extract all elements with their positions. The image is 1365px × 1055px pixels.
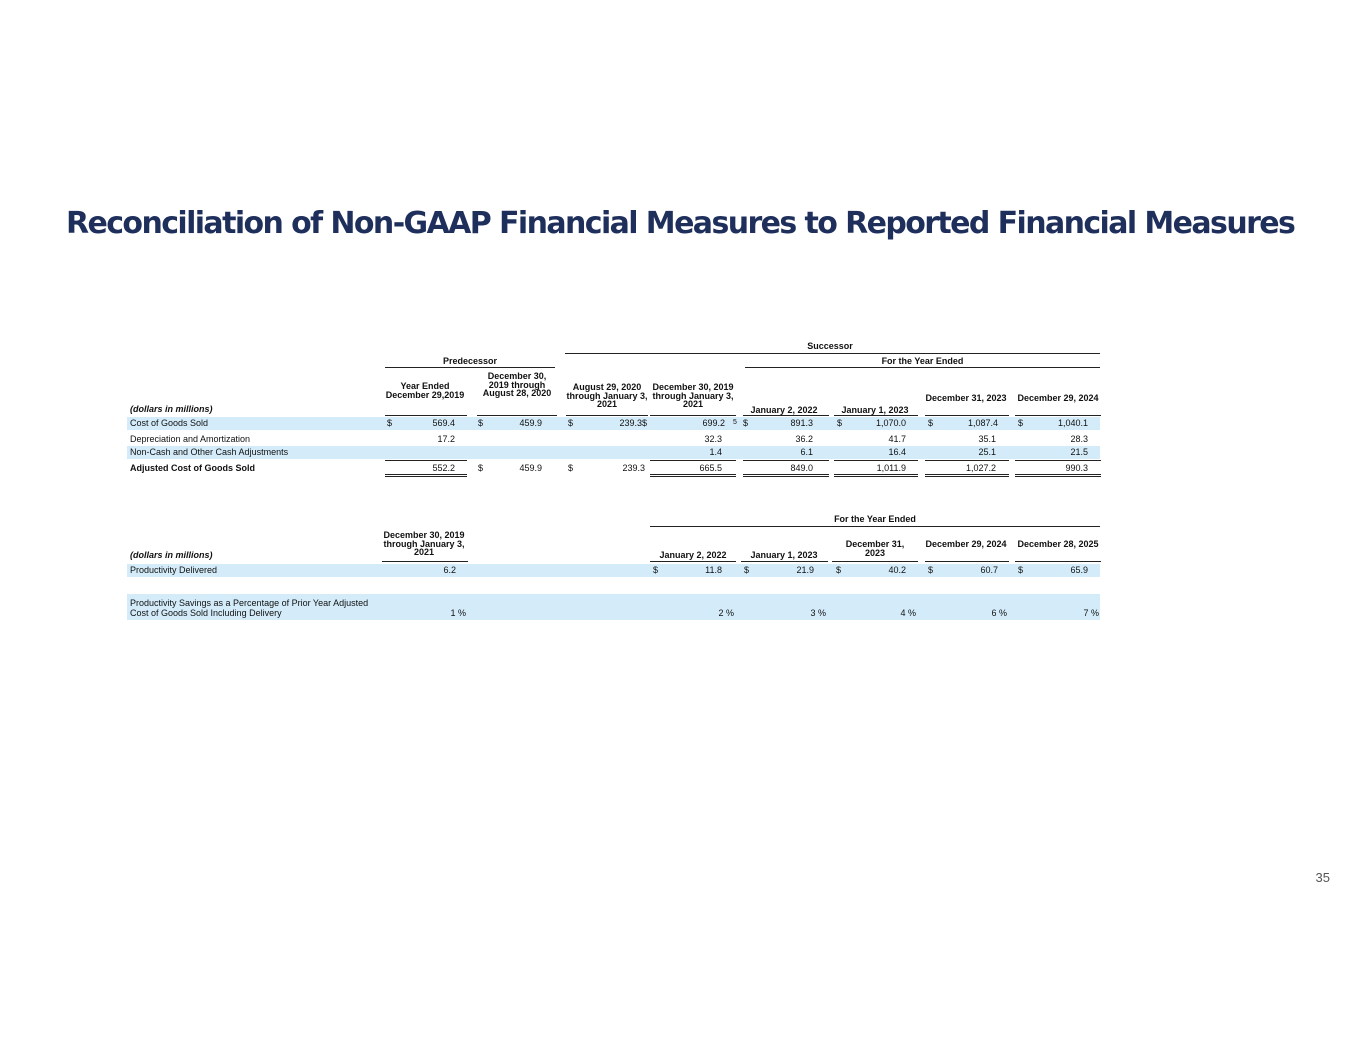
successor-rule (565, 353, 1100, 354)
currency-symbol: $ (642, 418, 648, 428)
units-label: (dollars in millions) (130, 550, 213, 560)
cell-value: 569.4 (432, 418, 455, 428)
cell-value: 17.2 (437, 434, 455, 444)
cell-value: 65.9 (1070, 565, 1088, 575)
currency-symbol: $ (478, 463, 484, 473)
column-header: January 1, 2023 (841, 405, 909, 415)
currency-symbol: $ (743, 418, 749, 428)
currency-symbol: $ (744, 565, 750, 575)
cell-value: 849.0 (790, 463, 813, 473)
column-header: December 31, 2023 (925, 393, 1007, 403)
year-ended-rule (745, 367, 1100, 368)
cell-value: 32.3 (704, 434, 722, 444)
group-header-predecessor: Predecessor (442, 356, 498, 366)
cell-value: 459.9 (519, 418, 542, 428)
currency-symbol: $ (837, 418, 843, 428)
cell-value: 1.4 (709, 447, 722, 457)
currency-symbol: $ (478, 418, 484, 428)
cell-value: 1,087.4 (967, 418, 998, 428)
cell-value: 16.4 (888, 447, 906, 457)
cell-value: 21.5 (1070, 447, 1088, 457)
cell-value: 552.2 (432, 463, 455, 473)
cell-value: 699.2 (702, 418, 725, 428)
column-header: December 30, 2019 through August 28, 2020 (482, 371, 552, 398)
cell-value: 459.9 (519, 463, 542, 473)
footnote-marker: 5 (733, 419, 737, 426)
cell-value: 1 % (450, 608, 466, 618)
cell-value: 60.7 (980, 565, 998, 575)
currency-symbol: $ (568, 463, 574, 473)
cell-value: 239.3 (622, 463, 645, 473)
column-header: December 29, 2024 (1017, 393, 1099, 403)
row-label: Cost of Goods Sold (130, 418, 209, 428)
column-header: January 1, 2023 (750, 550, 818, 560)
currency-symbol: $ (653, 565, 659, 575)
cell-value: 990.3 (1065, 463, 1088, 473)
cell-value: 1,027.2 (965, 463, 996, 473)
units-label: (dollars in millions) (130, 404, 213, 414)
currency-symbol: $ (928, 418, 934, 428)
row-label: Productivity Savings as a Percentage of Prior Year Adjusted Cost of Goods Sold Including Delivery (130, 598, 369, 618)
predecessor-rule (385, 367, 555, 368)
cell-value: 1,011.9 (876, 463, 906, 473)
cell-value: 1,040.1 (1057, 418, 1088, 428)
row-label: Adjusted Cost of Goods Sold (130, 463, 255, 473)
cell-value: 239.3 (619, 418, 642, 428)
group-header-year-ended: For the Year Ended (834, 514, 916, 524)
column-header: December 30, 2019 through January 3, 2021 (383, 530, 465, 557)
cell-value: 665.5 (699, 463, 722, 473)
column-header: December 31, 2023 (845, 539, 905, 558)
group-header-year-ended: For the Year Ended (881, 356, 964, 366)
column-header: December 30, 2019 through January 3, 2021 (652, 382, 734, 409)
column-header: December 29, 2024 (925, 539, 1007, 549)
row-label: Depreciation and Amortization (130, 434, 251, 444)
currency-symbol: $ (387, 418, 393, 428)
column-header: Year Ended December 29,2019 (385, 381, 465, 400)
currency-symbol: $ (836, 565, 842, 575)
column-header: January 2, 2022 (750, 405, 818, 415)
row-label: Non-Cash and Other Cash Adjustments (130, 447, 289, 457)
cell-value: 28.3 (1070, 434, 1088, 444)
cell-value: 36.2 (795, 434, 813, 444)
cell-value: 6.1 (800, 447, 813, 457)
cell-value: 2 % (718, 608, 734, 618)
currency-symbol: $ (1018, 565, 1024, 575)
cell-value: 1,070.0 (875, 418, 906, 428)
currency-symbol: $ (1018, 418, 1024, 428)
cell-value: 40.2 (888, 565, 906, 575)
year-ended-rule (650, 526, 1100, 527)
column-header: August 29, 2020 through January 3, 2021 (566, 382, 648, 409)
currency-symbol: $ (568, 418, 574, 428)
cell-value: 41.7 (888, 434, 906, 444)
row-label: Productivity Delivered (130, 565, 218, 575)
cell-value: 7 % (1083, 608, 1099, 618)
page-title: Reconciliation of Non-GAAP Financial Measures to Reported Financial Measures (66, 206, 1295, 241)
cell-value: 35.1 (978, 434, 996, 444)
cell-value: 3 % (810, 608, 826, 618)
column-header: January 2, 2022 (659, 550, 727, 560)
currency-symbol: $ (928, 565, 934, 575)
cell-value: 4 % (900, 608, 916, 618)
group-header-successor: Successor (807, 341, 853, 351)
cell-value: 6 % (991, 608, 1007, 618)
cell-value: 6.2 (443, 565, 456, 575)
cell-value: 891.3 (790, 418, 813, 428)
cell-value: 25.1 (978, 447, 996, 457)
cell-value: 21.9 (796, 565, 814, 575)
page-number: 35 (1315, 870, 1330, 885)
column-header: December 28, 2025 (1017, 539, 1099, 549)
cell-value: 11.8 (705, 565, 722, 575)
